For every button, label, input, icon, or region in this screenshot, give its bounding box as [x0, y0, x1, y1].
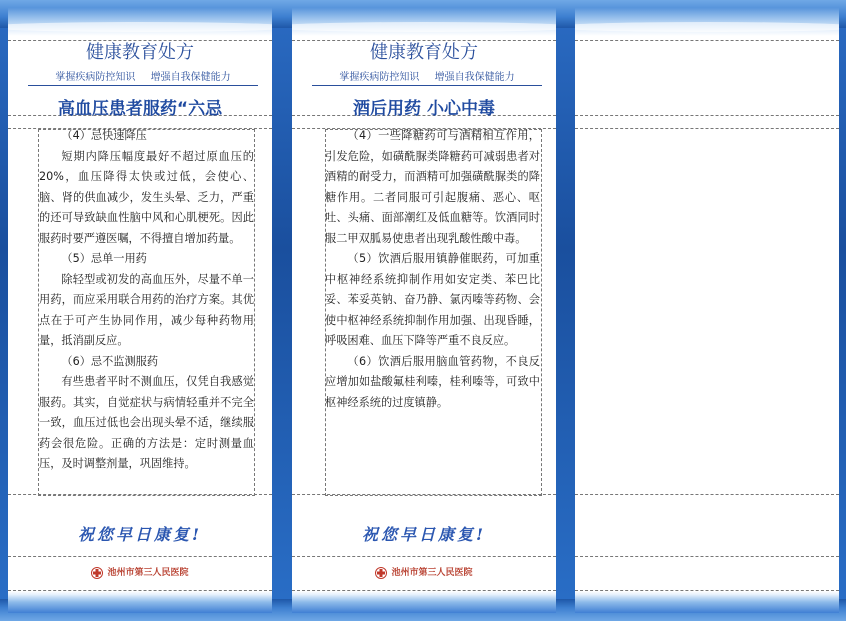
brochure-panel-alcohol [292, 8, 556, 613]
guide-line [575, 556, 839, 557]
guide-line [8, 556, 272, 557]
paragraph: （6）饮酒后服用脑血管药物，不良反应增加如盐酸氟桂利嗪，桂利嗪等，可致中枢神经系统的过度镇静。 [325, 354, 540, 409]
panel-wave-bottom [575, 591, 839, 613]
closing-wish: 祝您早日康复! [77, 525, 203, 544]
guide-line [575, 494, 839, 495]
guide-line [292, 556, 556, 557]
subtitle-left: 掌握疾病防控知识 [339, 72, 420, 83]
brochure-panel-blank [575, 8, 839, 613]
guide-line [575, 115, 839, 116]
guide-line [575, 590, 839, 591]
red-cross-logo-icon [375, 567, 387, 579]
panel-wave-bottom [292, 591, 556, 613]
paragraph: （4）一些降糖药可与酒精相互作用，引发危险，如磺酰脲类降糖药可减弱患者对酒精的耐受力，而酒精可加强磺酰脲类的降糖作用。二者同服可引起腹痛、恶心、呕吐、头痛、面部潮红及低血糖等。饮酒同时服二甲双胍易使患者出现乳酸性酸中毒。 [325, 129, 540, 245]
subtitle-right: 增强自我保健能力 [150, 72, 231, 83]
paragraph: （5）饮酒后服用镇静催眠药，可加重中枢神经系统抑制作用如安定类、苯巴比妥、苯妥英钠、奋乃静、氯丙嗪等药物、会使中枢神经系统抑制作用加强、出现昏睡，呼吸困难、血压下降等严重不良反应。 [325, 252, 540, 347]
section-heading: （4）忌快速降压 [61, 129, 147, 142]
panel-wave-top [8, 8, 272, 36]
panel-subtitle [28, 68, 258, 86]
hospital-name: 池州市第三人民医院 [391, 568, 473, 578]
panel-title: 健康教育处方 [370, 42, 478, 63]
panel-subtitle [312, 68, 542, 86]
panel-wave-bottom [8, 591, 272, 613]
closing-wish: 祝您早日康复! [361, 525, 487, 544]
panel-headline: 酒后用药 小心中毒 [353, 99, 495, 119]
panel-headline: 高血压患者服药“六忌 [57, 99, 223, 119]
hospital-footer [292, 565, 556, 579]
section-heading: （5）忌单一用药 [61, 252, 147, 265]
panel-wave-top [292, 8, 556, 36]
paragraph: 有些患者平时不测血压，仅凭自我感觉服药。其实，自觉症状与病情轻重并不完全一致，血压过低也会出现头晕不适，继续服药会很危险。正确的方法是：定时测量血压，及时调整剂量，巩固维持。 [39, 375, 254, 470]
guide-line [292, 590, 556, 591]
section-heading: （6）忌不监测服药 [61, 354, 159, 368]
subtitle-right: 增强自我保健能力 [434, 72, 515, 83]
paragraph: 短期内降压幅度最好不超过原血压的20%，血压降得太快或过低，会使心、脑、肾的供血减少，发生头晕、乏力，严重的还可导致缺血性脑中风和心肌梗死。因此服药时要严遵医嘱，不得擅自增加药量。 [39, 149, 254, 245]
guide-line [8, 590, 272, 591]
subtitle-left: 掌握疾病防控知识 [55, 72, 136, 83]
panel-title: 健康教育处方 [86, 42, 194, 63]
hospital-name: 池州市第三人民医院 [107, 568, 189, 578]
hospital-footer [8, 565, 272, 579]
guide-line [575, 40, 839, 41]
guide-line [575, 128, 839, 129]
brochure-panel-hypertension [8, 8, 272, 613]
panel-wave-top [575, 8, 839, 36]
red-cross-logo-icon [91, 567, 103, 579]
paragraph: 除轻型或初发的高血压外，尽量不单一用药，而应采用联合用药的治疗方案。其优点在于可产生协同作用，减少每种药物用量，抵消副反应。 [39, 272, 254, 347]
article-body [39, 126, 254, 475]
article-body [325, 126, 540, 413]
